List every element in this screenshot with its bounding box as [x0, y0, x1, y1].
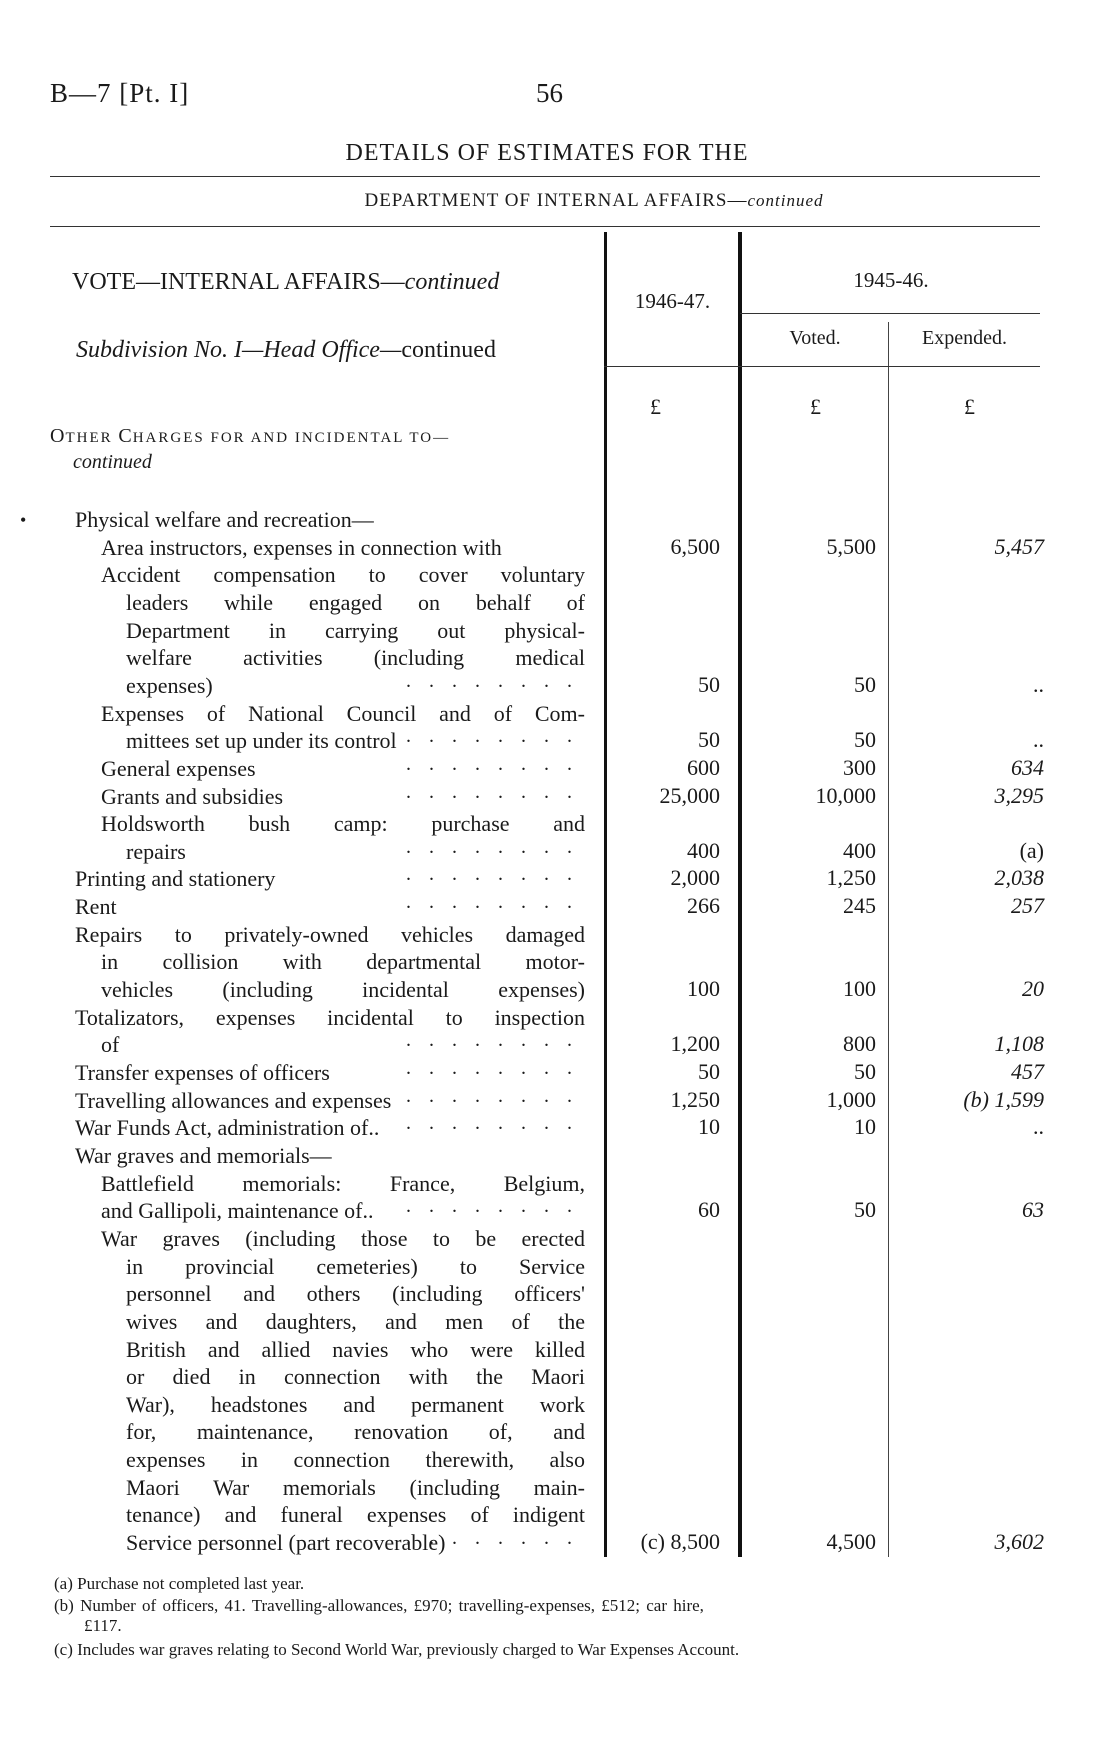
leader-dots: ........	[406, 1195, 590, 1218]
value-expended: (a)	[1019, 837, 1044, 863]
value-voted: 4,500	[826, 1529, 876, 1555]
item-line: Rent	[75, 894, 117, 920]
value-expended: 20	[1022, 976, 1044, 1002]
value-voted: 50	[854, 1197, 876, 1223]
page-title: DETAILS OF ESTIMATES FOR THE	[345, 140, 749, 166]
item-line: for, maintenance, renovation of, and	[126, 1419, 585, 1445]
value-voted: 1,250	[826, 865, 876, 891]
value-expended: 3,295	[994, 782, 1044, 808]
leader-dots: ........	[406, 1112, 590, 1135]
item-line: Grants and subsidies	[101, 783, 284, 809]
item-line: in collision with departmental motor-	[101, 949, 585, 975]
value-voted: 400	[843, 837, 876, 863]
section-heading-rest: THER	[65, 430, 119, 446]
item-line: Area instructors, expenses in connection with	[101, 534, 502, 560]
column-head-rule	[604, 366, 1040, 367]
section-heading-rest2: HARGES FOR AND INCIDENTAL TO—	[132, 430, 451, 446]
value-1946-47: 10	[698, 1114, 720, 1140]
value-expended: (b) 1,599	[963, 1086, 1044, 1112]
leader-dots: ........	[406, 1084, 590, 1107]
value-expended: 2,038	[994, 865, 1044, 891]
item-line: or died in connection with the Maori	[126, 1364, 585, 1390]
value-1946-47: 50	[698, 727, 720, 753]
item-line: of	[101, 1032, 120, 1058]
currency-voted: £	[810, 394, 821, 419]
item-line: General expenses	[101, 755, 256, 781]
leader-dots: ........	[406, 669, 590, 692]
currency-current: £	[650, 394, 661, 419]
value-expended: 1,108	[994, 1031, 1044, 1057]
footnote-b: (b) Number of officers, 41. Travelling-allowances, £970; travelling-expenses, £512; car hire,	[54, 1596, 704, 1615]
section-heading-c: C	[118, 425, 133, 447]
value-1946-47: 6,500	[670, 533, 720, 559]
value-1946-47: 266	[687, 893, 720, 919]
item-line: leaders while engaged on behalf of	[126, 589, 585, 615]
item-line: and Gallipoli, maintenance of..	[101, 1198, 374, 1224]
item-line: Maori War memorials (including main-	[126, 1474, 585, 1500]
value-expended: ..	[1033, 1114, 1044, 1140]
leader-dots: ........	[406, 863, 590, 886]
section-heading	[50, 425, 450, 448]
value-1946-47: 50	[698, 671, 720, 697]
column-rule-mid	[738, 232, 742, 1557]
value-voted: 10	[854, 1114, 876, 1140]
value-1946-47: 1,200	[670, 1031, 720, 1057]
value-expended: 257	[1011, 893, 1044, 919]
value-expended: 3,602	[994, 1529, 1044, 1555]
value-expended: ..	[1033, 727, 1044, 753]
leader-dots: ........	[406, 1029, 590, 1052]
value-1946-47: 1,250	[670, 1086, 720, 1112]
value-voted: 50	[854, 727, 876, 753]
value-1946-47: 2,000	[670, 865, 720, 891]
item-line: welfare activities (including medical	[126, 645, 585, 671]
item-line: Accident compensation to cover voluntary	[101, 562, 585, 588]
value-1946-47: 60	[698, 1197, 720, 1223]
item-line: War), headstones and permanent work	[126, 1391, 585, 1417]
vote-title	[72, 269, 499, 296]
value-expended: 634	[1011, 754, 1044, 780]
item-line: tenance) and funeral expenses of indigent	[126, 1502, 585, 1528]
item-line: vehicles (including incidental expenses)	[101, 977, 585, 1003]
page-subtitle-cont: continued	[747, 191, 824, 210]
value-voted: 245	[843, 893, 876, 919]
value-expended: 5,457	[994, 533, 1044, 559]
leader-dots: ........	[406, 752, 590, 775]
leader-dots: ........	[406, 1057, 590, 1079]
item-line: repairs	[126, 838, 186, 864]
value-voted: 5,500	[826, 533, 876, 559]
subdivision-cont: continued	[401, 337, 496, 363]
value-voted: 50	[854, 1059, 876, 1084]
value-expended: ..	[1033, 671, 1044, 697]
title-rule	[50, 176, 1040, 177]
page-subtitle-text: DEPARTMENT OF INTERNAL AFFAIRS—	[364, 190, 748, 211]
item-line: British and allied navies who were killed	[126, 1336, 585, 1362]
column-year-current: 1946-47.	[634, 289, 711, 313]
page-reference: B—7 [Pt. I]	[50, 78, 190, 108]
footnote-c: (c) Includes war graves relating to Second World War, previously charged to War Expenses Account.	[54, 1640, 740, 1659]
value-1946-47: 600	[687, 754, 720, 780]
column-year-previous: 1945-46.	[853, 268, 929, 292]
leader-dots: ........	[406, 725, 590, 748]
item-line: Expenses of National Council and of Com-	[101, 700, 585, 726]
item-line: Physical welfare and recreation—	[75, 507, 374, 532]
item-line: Totalizators, expenses incidental to inspection	[75, 1004, 585, 1030]
value-voted: 100	[843, 976, 876, 1002]
value-1946-47: 50	[698, 1059, 720, 1084]
item-line: War Funds Act, administration of..	[75, 1115, 380, 1141]
value-1946-47: 25,000	[659, 782, 720, 808]
item-line: in provincial cemeteries) to Service	[126, 1253, 585, 1279]
value-voted: 1,000	[826, 1086, 876, 1112]
footnote-a: (a) Purchase not completed last year.	[54, 1574, 305, 1593]
item-line: Transfer expenses of officers	[75, 1060, 330, 1085]
item-line: War graves and memorials—	[75, 1142, 332, 1168]
item-line: Travelling allowances and expenses	[75, 1087, 392, 1113]
item-line: Holdsworth bush camp: purchase and	[101, 811, 585, 837]
item-line: War graves (including those to be erected	[101, 1225, 585, 1251]
value-expended: 457	[1011, 1059, 1044, 1084]
item-line: expenses in connection therewith, also	[126, 1447, 585, 1473]
year-rule	[740, 313, 1040, 314]
column-rule-left	[604, 232, 607, 1557]
value-voted: 50	[854, 671, 876, 697]
currency-expended: £	[964, 394, 975, 419]
value-expended: 63	[1022, 1197, 1044, 1223]
item-line: Service personnel (part recoverable)	[126, 1530, 446, 1556]
item-line: personnel and others (including officers'	[126, 1281, 585, 1307]
column-rule-right	[888, 322, 889, 1557]
column-voted: Voted.	[789, 327, 841, 349]
value-1946-47: 100	[687, 976, 720, 1002]
page-subtitle	[0, 190, 1094, 212]
subdivision-text: Subdivision No. I—Head Office—	[76, 337, 402, 363]
item-line: Department in carrying out physical-	[126, 617, 585, 643]
item-line: Printing and stationery	[75, 866, 276, 892]
value-1946-47: 400	[687, 837, 720, 863]
leader-dots: ........	[406, 891, 590, 914]
section-heading-cont: continued	[73, 451, 152, 473]
leader-dots: ........	[406, 780, 590, 803]
value-voted: 800	[843, 1031, 876, 1057]
value-voted: 10,000	[815, 782, 876, 808]
subtitle-rule	[50, 226, 1040, 227]
margin-bullet: •	[20, 510, 27, 530]
subdivision-title	[76, 337, 496, 364]
item-line: mittees set up under its control	[126, 728, 397, 754]
footnote-b-cont: £117.	[84, 1616, 122, 1635]
value-voted: 300	[843, 754, 876, 780]
item-line: wives and daughters, and men of the	[126, 1308, 585, 1334]
page-number: 56	[536, 78, 563, 108]
item-line: Repairs to privately-owned vehicles damaged	[75, 921, 585, 947]
column-expended: Expended.	[922, 327, 1007, 349]
vote-title-text: VOTE—INTERNAL AFFAIRS—	[72, 269, 405, 295]
vote-title-cont: continued	[404, 269, 500, 295]
item-line: Battlefield memorials: France, Belgium,	[101, 1170, 585, 1196]
leader-dots: ........	[406, 835, 590, 858]
value-1946-47: (c) 8,500	[640, 1529, 720, 1555]
section-heading-o: O	[50, 425, 66, 447]
leader-dots: ........	[406, 1527, 590, 1550]
item-line: expenses)	[126, 672, 213, 698]
